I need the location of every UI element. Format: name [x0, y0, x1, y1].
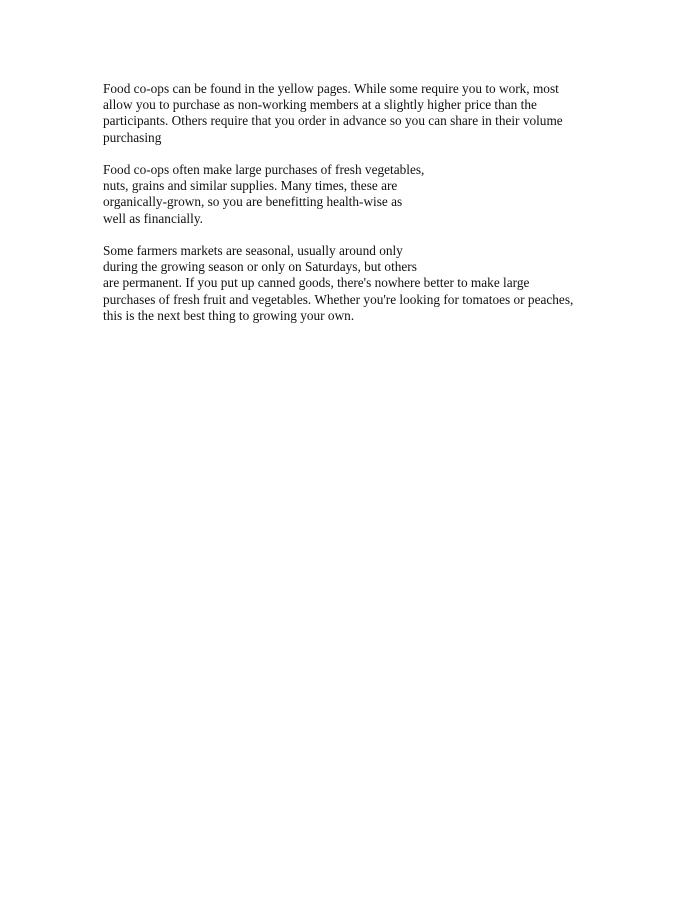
- paragraph-food-coops-yellow-pages: [103, 81, 663, 146]
- text-line: Some farmers markets are seasonal, usually around only: [103, 243, 403, 258]
- text-line: nuts, grains and similar supplies. Many times, these are: [103, 178, 398, 194]
- text-line: Food co-ops often make large purchases of fresh vegetables,: [103, 162, 425, 177]
- text-line: during the growing season or only on Saturdays, but others: [103, 259, 417, 275]
- text-line: Food co-ops can be found in the yellow pages. While some require you to work, most: [103, 81, 559, 96]
- text-line: purchases of fresh fruit and vegetables. Whether you're looking for tomatoes or peaches,: [103, 291, 574, 307]
- paragraph-farmers-markets: [103, 243, 663, 324]
- text-line: well as financially.: [103, 210, 203, 226]
- text-line: organically-grown, so you are benefitting health-wise as: [103, 194, 403, 210]
- text-line: are permanent. If you put up canned goods, there's nowhere better to make large: [103, 275, 530, 291]
- text-line: this is the next best thing to growing your own.: [103, 307, 355, 323]
- document-body: [103, 81, 663, 340]
- text-line: purchasing: [103, 129, 162, 145]
- paragraph-food-coops-purchases: [103, 162, 663, 227]
- text-line: participants. Others require that you order in advance so you can share in their volume: [103, 113, 563, 129]
- text-line: allow you to purchase as non-working members at a slightly higher price than the: [103, 97, 537, 113]
